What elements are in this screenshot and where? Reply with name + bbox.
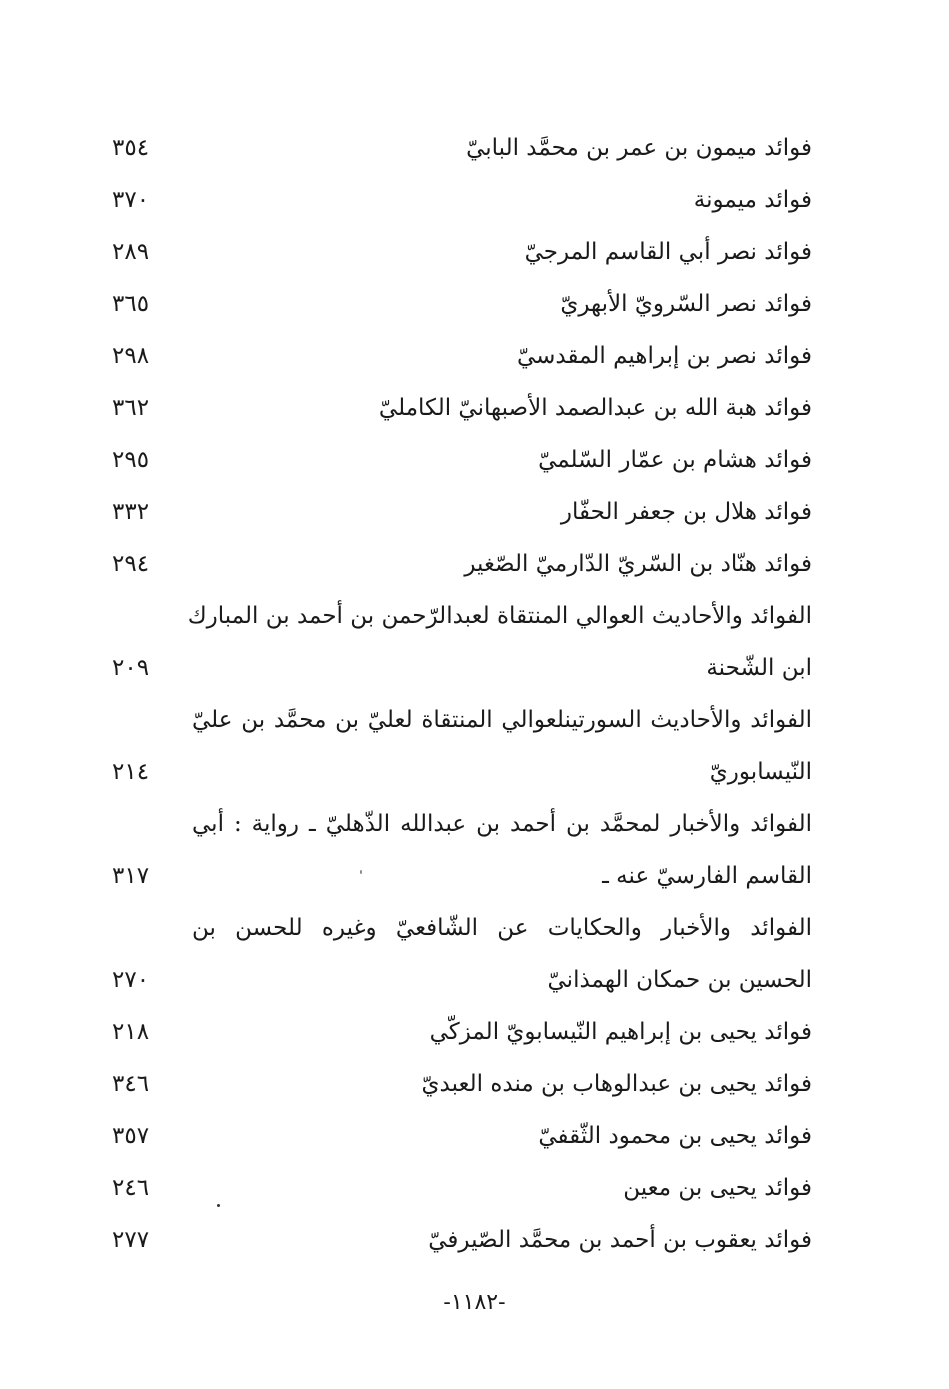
index-entry: [112, 1006, 812, 1058]
entry-page-number: ٣٦٢: [112, 395, 150, 421]
entry-page-number: ٣٤٦: [112, 1071, 150, 1097]
entry-page-number: ٢٧٧: [112, 1227, 150, 1253]
index-entry: [112, 590, 812, 694]
entry-title-line: الفوائد والأخبار لمحمَّد بن أحمد بن عبدالله الذّهليّ ـ رواية : أبي: [192, 811, 812, 837]
entry-title-line: الفوائد والأحاديث العوالي المنتقاة لعبدالرّحمن بن أحمد بن المبارك: [187, 603, 812, 629]
index-entry: [112, 174, 812, 226]
entry-title-line: فوائد نصر أبي القاسم المرجيّ: [524, 239, 812, 265]
print-speck: [360, 870, 362, 874]
entry-title: [192, 486, 812, 538]
entry-page-number: ٢٩٥: [112, 447, 150, 473]
index-entry: [112, 1110, 812, 1162]
entry-title: [192, 434, 812, 486]
entry-title-line: فوائد هبة الله بن عبدالصمد الأصبهانيّ الكامليّ: [378, 395, 812, 421]
entry-page-number: ٢٩٤: [112, 551, 150, 577]
entry-page-number: ٢٠٩: [112, 655, 150, 681]
entry-page-number: ٢٧٠: [112, 967, 150, 993]
entry-title-line: الفوائد والأحاديث السورتينلعوالي المنتقاة لعليّ بن محمَّد بن عليّ: [192, 707, 812, 733]
entry-title: [192, 382, 812, 434]
entry-page-number: ٢٩٨: [112, 343, 150, 369]
entry-title: [192, 902, 812, 1006]
entry-page-number: ٢١٨: [112, 1019, 150, 1045]
entry-page-number: ٢١٤: [112, 759, 150, 785]
print-speck: [217, 1204, 220, 1207]
index-entry: [112, 902, 812, 1006]
index-entry: [112, 486, 812, 538]
entry-title: [192, 226, 812, 278]
entry-title: [192, 798, 812, 902]
entry-title-line: فوائد نصر بن إبراهيم المقدسيّ: [516, 343, 812, 369]
index-entry: [112, 434, 812, 486]
entry-title: [192, 1058, 812, 1110]
entry-title-line: القاسم الفارسيّ عنه ـ: [602, 863, 812, 889]
entry-title-line: ابن الشّحنة: [706, 655, 812, 681]
entry-title: [192, 694, 812, 798]
index-entry: [112, 1214, 812, 1266]
entry-page-number: ٣٧٠: [112, 187, 150, 213]
entry-title: [192, 1214, 812, 1266]
entry-title-line: النّيسابوريّ: [709, 759, 812, 785]
entry-page-number: ٢٨٩: [112, 239, 150, 265]
entry-title-line: فوائد هلال بن جعفر الحفّار: [560, 499, 812, 525]
entry-title-line: فوائد هشام بن عمّار السّلميّ: [538, 447, 812, 473]
index-entry: [112, 538, 812, 590]
index-entry: [112, 226, 812, 278]
entry-title-line: فوائد يعقوب بن أحمد بن محمَّد الصّيرفيّ: [428, 1227, 812, 1253]
entry-title: [192, 278, 812, 330]
entry-title: [192, 538, 812, 590]
entry-title: [192, 1110, 812, 1162]
index-entry: [112, 1058, 812, 1110]
index-entry: [112, 122, 812, 174]
entry-title-line: فوائد نصر السّرويّ الأبهريّ: [560, 291, 812, 317]
entry-page-number: ٣٦٥: [112, 291, 150, 317]
index-entry: [112, 382, 812, 434]
index-entry: [112, 694, 812, 798]
index-list: [112, 122, 812, 1266]
entry-page-number: ٣٥٧: [112, 1123, 150, 1149]
entry-title-line: فوائد يحيى بن عبدالوهاب بن منده العبديّ: [421, 1071, 812, 1097]
entry-page-number: ٣٥٤: [112, 135, 150, 161]
entry-title-line: الحسين بن حمكان الهمذانيّ: [547, 967, 812, 993]
entry-page-number: ٣٣٢: [112, 499, 150, 525]
index-entry: [112, 798, 812, 902]
entry-title-line: فوائد هنّاد بن السّريّ الدّارميّ الصّغير: [464, 551, 812, 577]
entry-title-line: فوائد ميمونة: [693, 187, 812, 213]
page-number-footer: -١١٨٢-: [443, 1290, 506, 1315]
entry-title: [192, 330, 812, 382]
entry-title-line: فوائد يحيى بن محمود الثّقفيّ: [538, 1123, 812, 1149]
entry-title-line: الفوائد والأخبار والحكايات عن الشّافعيّ وغيره للحسن بن: [192, 915, 812, 941]
entry-title-line: فوائد يحيى بن معين: [623, 1175, 812, 1201]
entry-title: [187, 590, 812, 694]
index-entry: [112, 330, 812, 382]
entry-title: [192, 1162, 812, 1214]
entry-page-number: ٢٤٦: [112, 1175, 150, 1201]
entry-title: [192, 1006, 812, 1058]
entry-title-line: فوائد يحيى بن إبراهيم النّيسابويّ المزكّي: [429, 1019, 812, 1045]
entry-title: [192, 174, 812, 226]
index-entry: [112, 278, 812, 330]
entry-title-line: فوائد ميمون بن عمر بن محمَّد البابيّ: [466, 135, 812, 161]
entry-page-number: ٣١٧: [112, 863, 150, 889]
entry-title: [192, 122, 812, 174]
